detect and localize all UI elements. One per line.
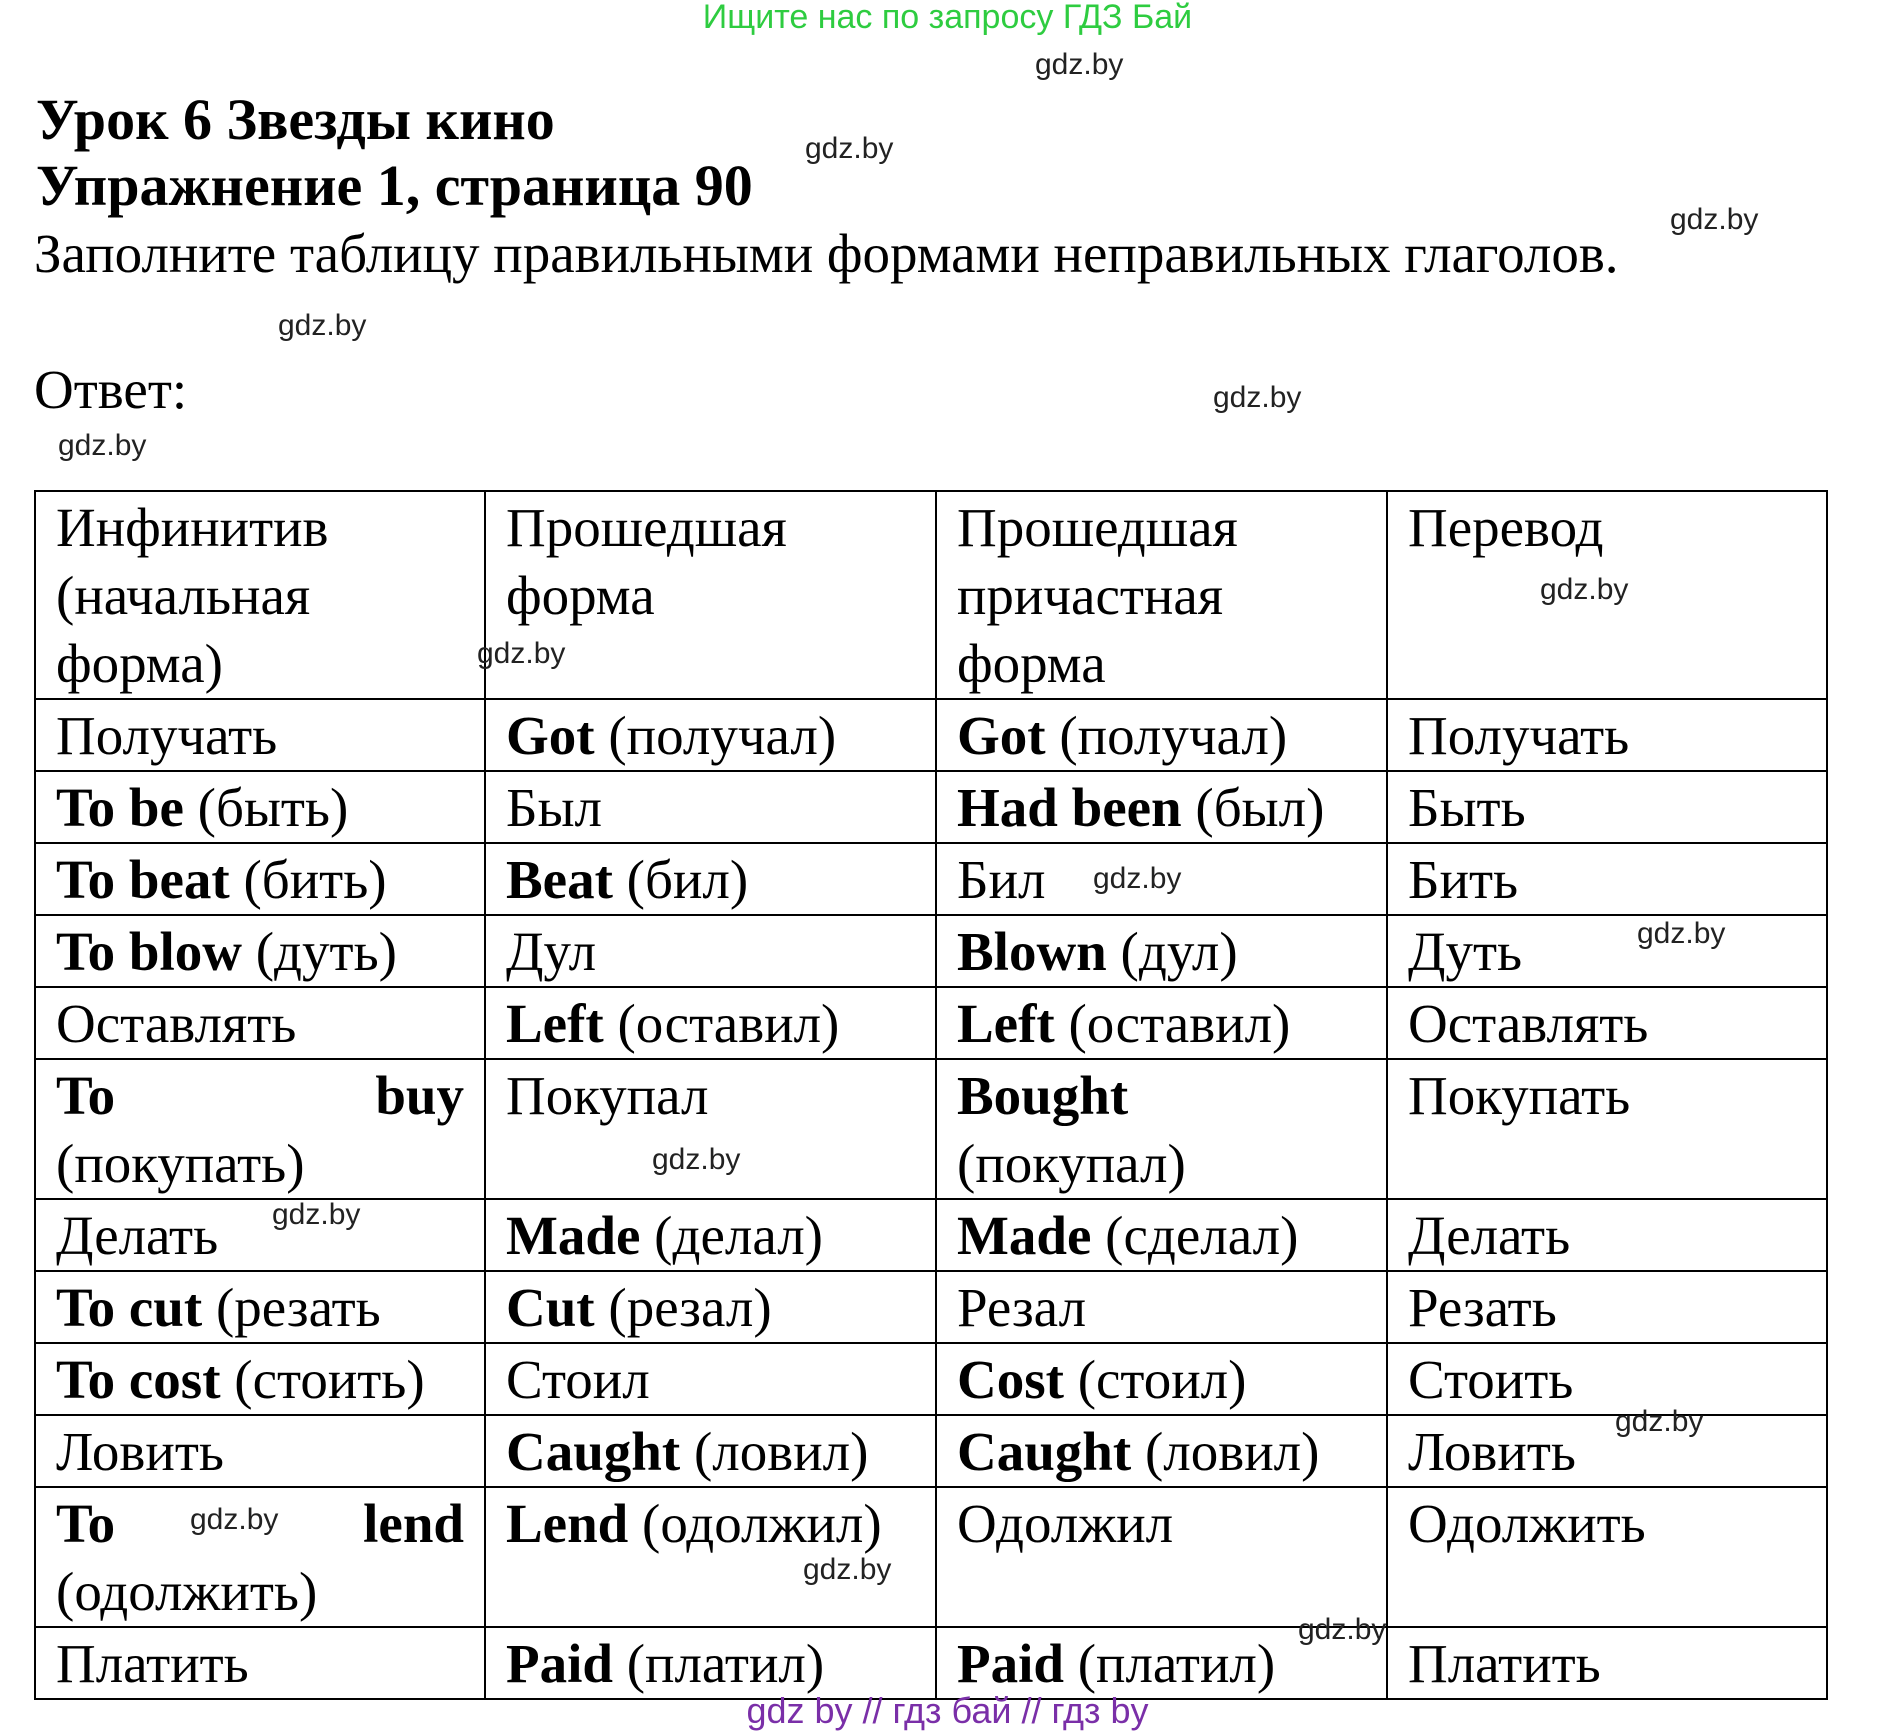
watermark: gdz.by xyxy=(58,429,147,462)
header-translation: Перевод xyxy=(1387,491,1827,699)
past-cell: Made (делал) xyxy=(485,1199,936,1271)
infinitive-cell: Получать xyxy=(35,699,485,771)
past-cell: Стоил xyxy=(485,1343,936,1415)
infinitive-cell: To blow (дуть) xyxy=(35,915,485,987)
table-row xyxy=(35,699,1827,771)
infinitive-cell: To buy (покупать) xyxy=(35,1059,485,1199)
header-infinitive: Инфинитив (начальная форма) xyxy=(35,491,485,699)
verbs-table xyxy=(34,490,1828,1700)
justified-word: To xyxy=(56,1065,116,1126)
table-row xyxy=(35,771,1827,843)
table-row xyxy=(35,1415,1827,1487)
participle-cell: Caught (ловил) xyxy=(936,1415,1387,1487)
translation-cell: Делать xyxy=(1387,1199,1827,1271)
watermark: gdz.by xyxy=(1093,862,1182,895)
answer-label: Ответ: xyxy=(34,359,188,420)
translation-cell: Резать xyxy=(1387,1271,1827,1343)
table-row xyxy=(35,987,1827,1059)
watermark: gdz.by xyxy=(652,1143,741,1176)
participle-cell: Бил xyxy=(936,843,1387,915)
infinitive-cell: Оставлять xyxy=(35,987,485,1059)
past-cell: Got (получал) xyxy=(485,699,936,771)
past-cell: Beat (бил) xyxy=(485,843,936,915)
participle-cell: Made (сделал) xyxy=(936,1199,1387,1271)
past-cell: Дул xyxy=(485,915,936,987)
header-participle-form: Прошедшая причастная форма xyxy=(936,491,1387,699)
past-cell: Paid (платил) xyxy=(485,1627,936,1699)
participle-cell: Cost (стоил) xyxy=(936,1343,1387,1415)
translation-cell: Получать xyxy=(1387,699,1827,771)
header-past-form: Прошедшая форма xyxy=(485,491,936,699)
past-cell: Left (оставил) xyxy=(485,987,936,1059)
participle-cell: Got (получал) xyxy=(936,699,1387,771)
watermark: gdz.by xyxy=(190,1503,279,1536)
past-cell: Покупал xyxy=(485,1059,936,1199)
translation-cell: Оставлять xyxy=(1387,987,1827,1059)
table-row xyxy=(35,1343,1827,1415)
translation-cell: Одолжить xyxy=(1387,1487,1827,1627)
table-row xyxy=(35,1271,1827,1343)
past-cell: Lend (одолжил) xyxy=(485,1487,936,1627)
translation-cell: Бить xyxy=(1387,843,1827,915)
watermark: gdz.by xyxy=(272,1198,361,1231)
participle-cell: Paid (платил) xyxy=(936,1627,1387,1699)
watermark-banner: Ищите нас по запросу ГДЗ Бай xyxy=(702,0,1193,36)
watermark: gdz.by xyxy=(1615,1405,1704,1438)
translation-cell: Ловить xyxy=(1387,1415,1827,1487)
infinitive-cell: To cut (резать xyxy=(35,1271,485,1343)
watermark-footer: gdz by // гдз бай // гдз by xyxy=(746,1690,1149,1731)
watermark: gdz.by xyxy=(1637,917,1726,950)
table-row xyxy=(35,1487,1827,1627)
table-row xyxy=(35,843,1827,915)
watermark: gdz.by xyxy=(477,637,566,670)
infinitive-cell: Платить xyxy=(35,1627,485,1699)
past-cell: Caught (ловил) xyxy=(485,1415,936,1487)
past-cell: Был xyxy=(485,771,936,843)
watermark: gdz.by xyxy=(1540,573,1629,606)
participle-cell: Left (оставил) xyxy=(936,987,1387,1059)
infinitive-cell: Ловить xyxy=(35,1415,485,1487)
infinitive-cell: Делать xyxy=(35,1199,485,1271)
table-row xyxy=(35,915,1827,987)
infinitive-cell: To lend (одолжить) xyxy=(35,1487,485,1627)
translation-cell: Платить xyxy=(1387,1627,1827,1699)
lesson-title: Урок 6 Звезды кино xyxy=(36,87,555,152)
infinitive-cell: To cost (стоить) xyxy=(35,1343,485,1415)
infinitive-cell: To beat (бить) xyxy=(35,843,485,915)
translation-cell: Покупать xyxy=(1387,1059,1827,1199)
translation-cell: Дуть xyxy=(1387,915,1827,987)
participle-cell: Bought (покупал) xyxy=(936,1059,1387,1199)
translation-cell: Быть xyxy=(1387,771,1827,843)
participle-cell: Резал xyxy=(936,1271,1387,1343)
watermark: gdz.by xyxy=(1035,48,1124,81)
table-row xyxy=(35,1059,1827,1199)
justified-word: buy xyxy=(375,1065,464,1126)
watermark: gdz.by xyxy=(278,309,367,342)
instruction-text: Заполните таблицу правильными формами неправильных глаголов. xyxy=(34,223,1619,284)
watermark: gdz.by xyxy=(803,1553,892,1586)
infinitive-cell: To be (быть) xyxy=(35,771,485,843)
watermark: gdz.by xyxy=(1298,1613,1387,1646)
watermark: gdz.by xyxy=(1213,381,1302,414)
translation-cell: Стоить xyxy=(1387,1343,1827,1415)
participle-cell: Одолжил xyxy=(936,1487,1387,1627)
justified-word: lend xyxy=(363,1493,464,1554)
watermark: gdz.by xyxy=(805,132,894,165)
participle-cell: Had been (был) xyxy=(936,771,1387,843)
exercise-title: Упражнение 1, страница 90 xyxy=(36,153,753,218)
past-cell: Cut (резал) xyxy=(485,1271,936,1343)
participle-cell: Blown (дул) xyxy=(936,915,1387,987)
watermark: gdz.by xyxy=(1670,203,1759,236)
table-row xyxy=(35,1627,1827,1699)
justified-line xyxy=(56,1062,464,1130)
justified-word: To xyxy=(56,1493,116,1554)
